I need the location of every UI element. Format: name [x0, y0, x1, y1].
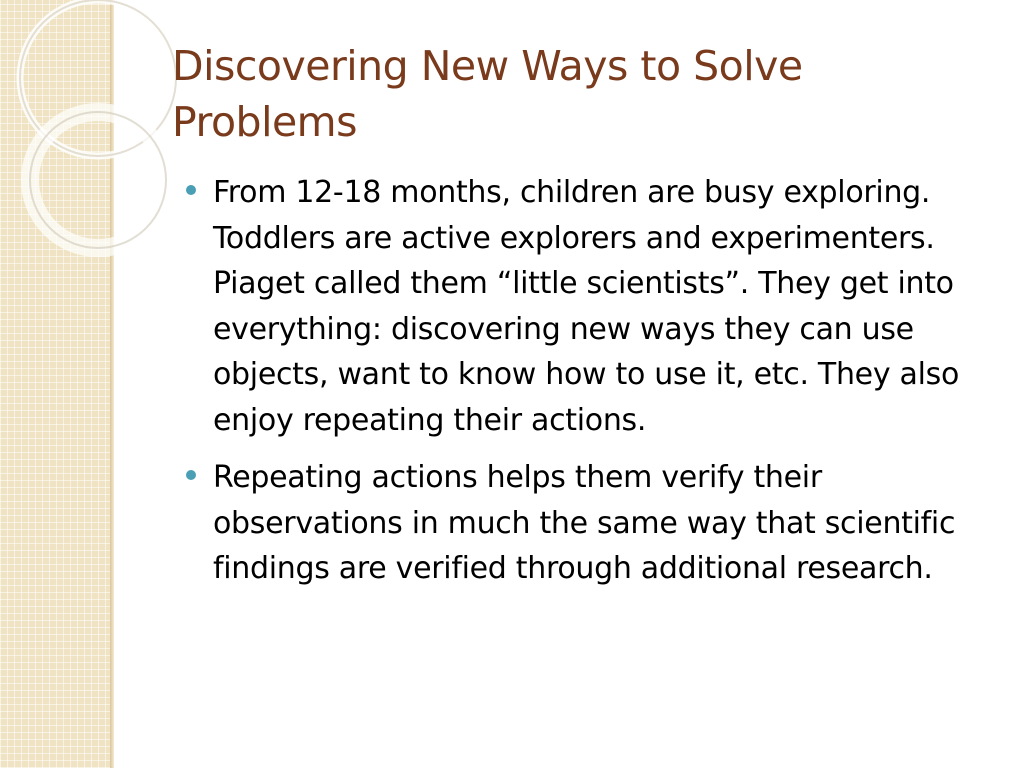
bullet-text: Repeating actions helps them verify their observations in much the same way that scientific findings are verified through additional research.: [213, 460, 956, 586]
bullet-item: [186, 170, 986, 443]
decorative-circle-ring-outline: [30, 112, 166, 248]
bullet-text: From 12-18 months, children are busy exploring. Toddlers are active explorers and experimenters. Piaget called them “little scientists”. They get into everything: discovering new ways they can use objects, want to know how to use it, etc. They also enjoy repeating their actions.: [213, 175, 960, 438]
bullet-item: [186, 455, 986, 592]
bullet-list: [186, 170, 986, 604]
decorative-circles: [0, 0, 180, 260]
bullet-dot-icon: [186, 470, 196, 480]
bullet-dot-icon: [186, 185, 196, 195]
slide-title: Discovering New Ways to Solve Problems: [172, 42, 803, 146]
